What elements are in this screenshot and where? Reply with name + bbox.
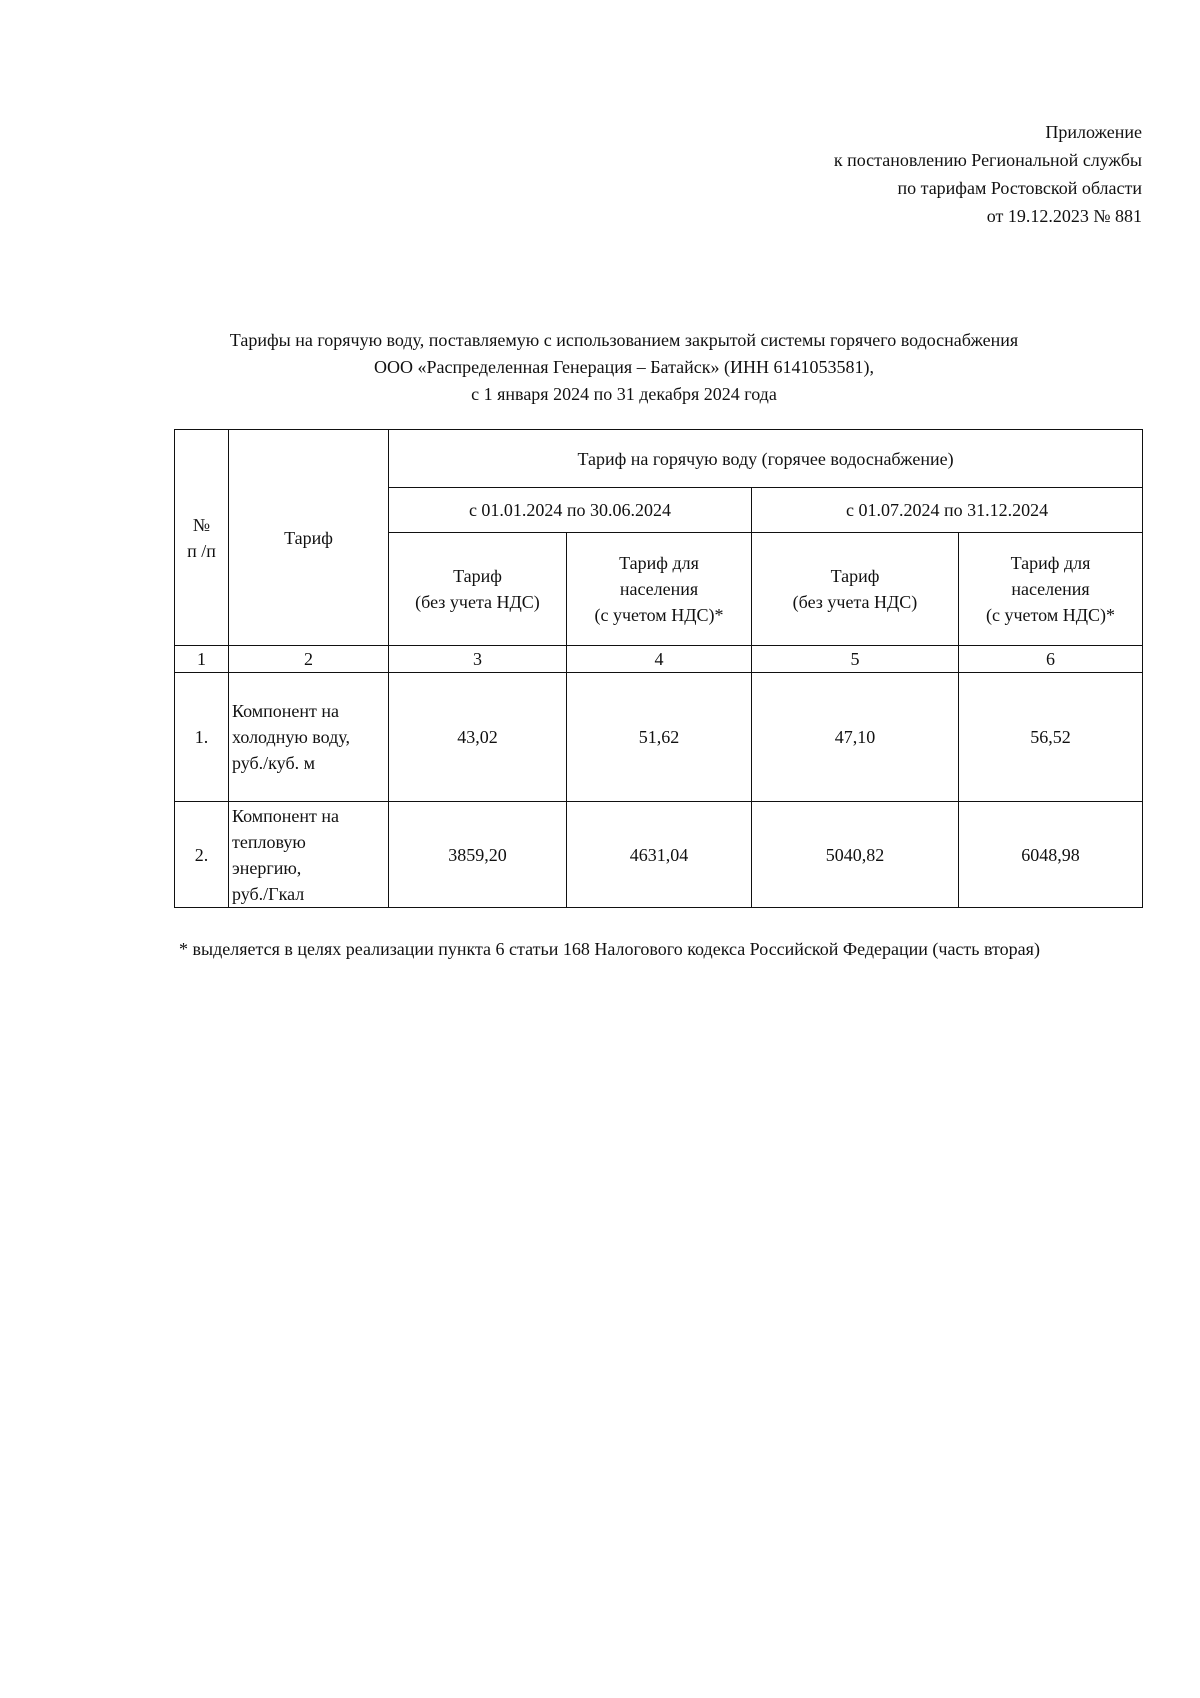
header-group: Тариф на горячую воду (горячее водоснабжение) <box>389 430 1143 488</box>
column-number: 4 <box>567 646 752 673</box>
header-tariff-no-vat: Тариф (без учета НДС) <box>389 533 567 646</box>
column-number-row <box>175 646 1143 673</box>
row-number: 2. <box>175 802 229 908</box>
appendix-line: Приложение <box>1045 122 1142 142</box>
title-line: ООО «Распределенная Генерация – Батайск» (ИНН 6141053581), <box>374 357 874 377</box>
column-number: 3 <box>389 646 567 673</box>
table-row <box>175 673 1143 802</box>
column-number: 5 <box>752 646 959 673</box>
header-number: № п /п <box>175 430 229 646</box>
header-tariff-no-vat: Тариф (без учета НДС) <box>752 533 959 646</box>
row-value: 6048,98 <box>959 802 1143 908</box>
column-number: 1 <box>175 646 229 673</box>
row-name: Компонент на холодную воду, руб./куб. м <box>229 673 389 802</box>
row-number: 1. <box>175 673 229 802</box>
row-value: 47,10 <box>752 673 959 802</box>
appendix-block <box>834 118 1142 230</box>
tariff-table <box>174 429 1143 908</box>
document-title <box>150 327 1098 408</box>
appendix-line: от 19.12.2023 № 881 <box>986 206 1142 226</box>
row-value: 51,62 <box>567 673 752 802</box>
row-name: Компонент на тепловую энергию, руб./Гкал <box>229 802 389 908</box>
appendix-line: по тарифам Ростовской области <box>897 178 1142 198</box>
header-period-2: с 01.07.2024 по 31.12.2024 <box>752 488 1143 533</box>
title-line: Тарифы на горячую воду, поставляемую с использованием закрытой системы горячего водоснабжения <box>229 330 1019 350</box>
table-row <box>175 802 1143 908</box>
appendix-line: к постановлению Региональной службы <box>833 150 1142 170</box>
column-number: 6 <box>959 646 1143 673</box>
row-value: 43,02 <box>389 673 567 802</box>
header-tariff: Тариф <box>229 430 389 646</box>
row-value: 3859,20 <box>389 802 567 908</box>
header-tariff-population: Тариф для населения (с учетом НДС)* <box>959 533 1143 646</box>
column-number: 2 <box>229 646 389 673</box>
row-value: 56,52 <box>959 673 1143 802</box>
header-tariff-population: Тариф для населения (с учетом НДС)* <box>567 533 752 646</box>
title-line: с 1 января 2024 по 31 декабря 2024 года <box>471 384 777 404</box>
footnote: * выделяется в целях реализации пункта 6 статьи 168 Налогового кодекса Российской Федерации (часть вторая) <box>179 939 1040 959</box>
row-value: 5040,82 <box>752 802 959 908</box>
header-period-1: с 01.01.2024 по 30.06.2024 <box>389 488 752 533</box>
row-value: 4631,04 <box>567 802 752 908</box>
